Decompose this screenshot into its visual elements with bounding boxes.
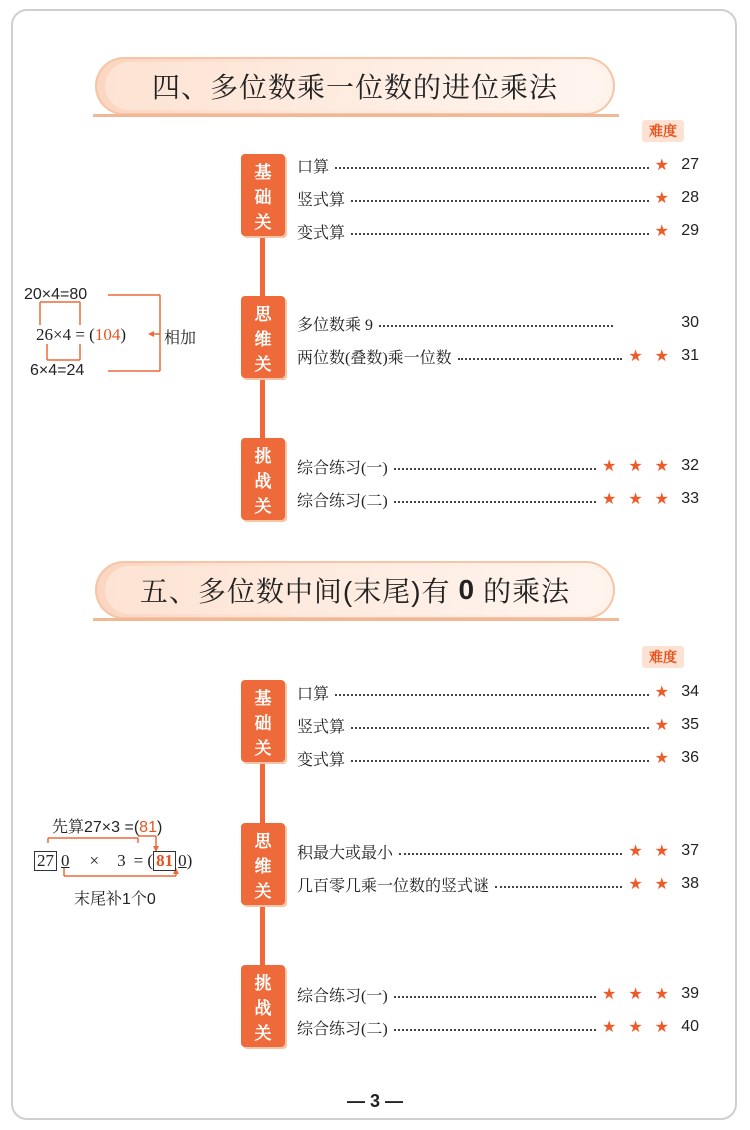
- tag-thinking: 思 维 关: [241, 296, 285, 378]
- star-icon: ★ ★ ★: [601, 458, 673, 475]
- toc-entry[interactable]: 多位数乘 9 30: [297, 314, 699, 334]
- star-icon: ★: [654, 750, 673, 767]
- diagram-add-label: 相加: [164, 330, 197, 347]
- star-icon: ★ ★: [628, 876, 673, 893]
- toc-entry[interactable]: 口算 ★ 27: [297, 156, 699, 176]
- star-icon: ★: [654, 717, 673, 734]
- page-number: — 3 —: [346, 1091, 404, 1111]
- section-5-banner: [95, 561, 615, 619]
- toc-entry[interactable]: 综合练习(二) ★ ★ ★ 40: [297, 1018, 699, 1038]
- star-icon: ★ ★ ★: [601, 491, 673, 508]
- diagram-equation: 27 0 × 3 = ( 81 0 ): [34, 851, 192, 871]
- difficulty-label: 难度: [642, 646, 684, 668]
- toc-entry[interactable]: 综合练习(二) ★ ★ ★ 33: [297, 490, 699, 510]
- difficulty-label: 难度: [642, 120, 684, 142]
- toc-entry[interactable]: 竖式算 ★ 35: [297, 716, 699, 736]
- toc-entry[interactable]: 变式算 ★ 29: [297, 222, 699, 242]
- section-5-title: 五、多位数中间(末尾)有 0 的乘法: [139, 574, 571, 607]
- star-icon: ★: [654, 223, 673, 240]
- toc-entry[interactable]: 几百零几乘一位数的竖式谜 ★ ★ 38: [297, 875, 699, 895]
- tag-thinking: 思 维 关: [241, 823, 285, 905]
- toc-entry[interactable]: 竖式算 ★ 28: [297, 189, 699, 209]
- diagram-bottom: 6×4=24: [30, 362, 85, 379]
- section-4-banner: [95, 57, 615, 115]
- toc-entry[interactable]: 口算 ★ 34: [297, 683, 699, 703]
- toc-entry[interactable]: 综合练习(一) ★ ★ ★ 39: [297, 985, 699, 1005]
- star-icon: ★ ★: [628, 843, 673, 860]
- tag-challenge: 挑 战 关: [241, 965, 285, 1047]
- diagram-mid: 26×4 = (104): [36, 325, 127, 344]
- diagram-top-label: 先算27×3 =(81): [52, 819, 163, 836]
- section-4-underline: [93, 114, 619, 117]
- toc-entry[interactable]: 变式算 ★ 36: [297, 749, 699, 769]
- tag-basic: 基 础 关: [241, 680, 285, 762]
- star-icon: ★ ★: [628, 348, 673, 365]
- diagram-bottom-label: 末尾补1个0: [74, 891, 156, 908]
- toc-entry[interactable]: 积最大或最小 ★ ★ 37: [297, 842, 699, 862]
- star-icon: ★: [654, 684, 673, 701]
- diagram-top: 20×4=80: [24, 286, 88, 303]
- tag-challenge: 挑 战 关: [241, 438, 285, 520]
- section-4-title: 四、多位数乘一位数的进位乘法: [151, 72, 558, 103]
- star-icon: ★ ★ ★: [601, 986, 673, 1003]
- toc-entry[interactable]: 两位数(叠数)乘一位数 ★ ★ 31: [297, 347, 699, 367]
- tag-basic: 基 础 关: [241, 154, 285, 236]
- section-5-underline: [93, 618, 619, 621]
- star-icon: ★: [654, 190, 673, 207]
- toc-entry[interactable]: 综合练习(一) ★ ★ ★ 32: [297, 457, 699, 477]
- star-icon: ★ ★ ★: [601, 1019, 673, 1036]
- star-icon: ★: [654, 157, 673, 174]
